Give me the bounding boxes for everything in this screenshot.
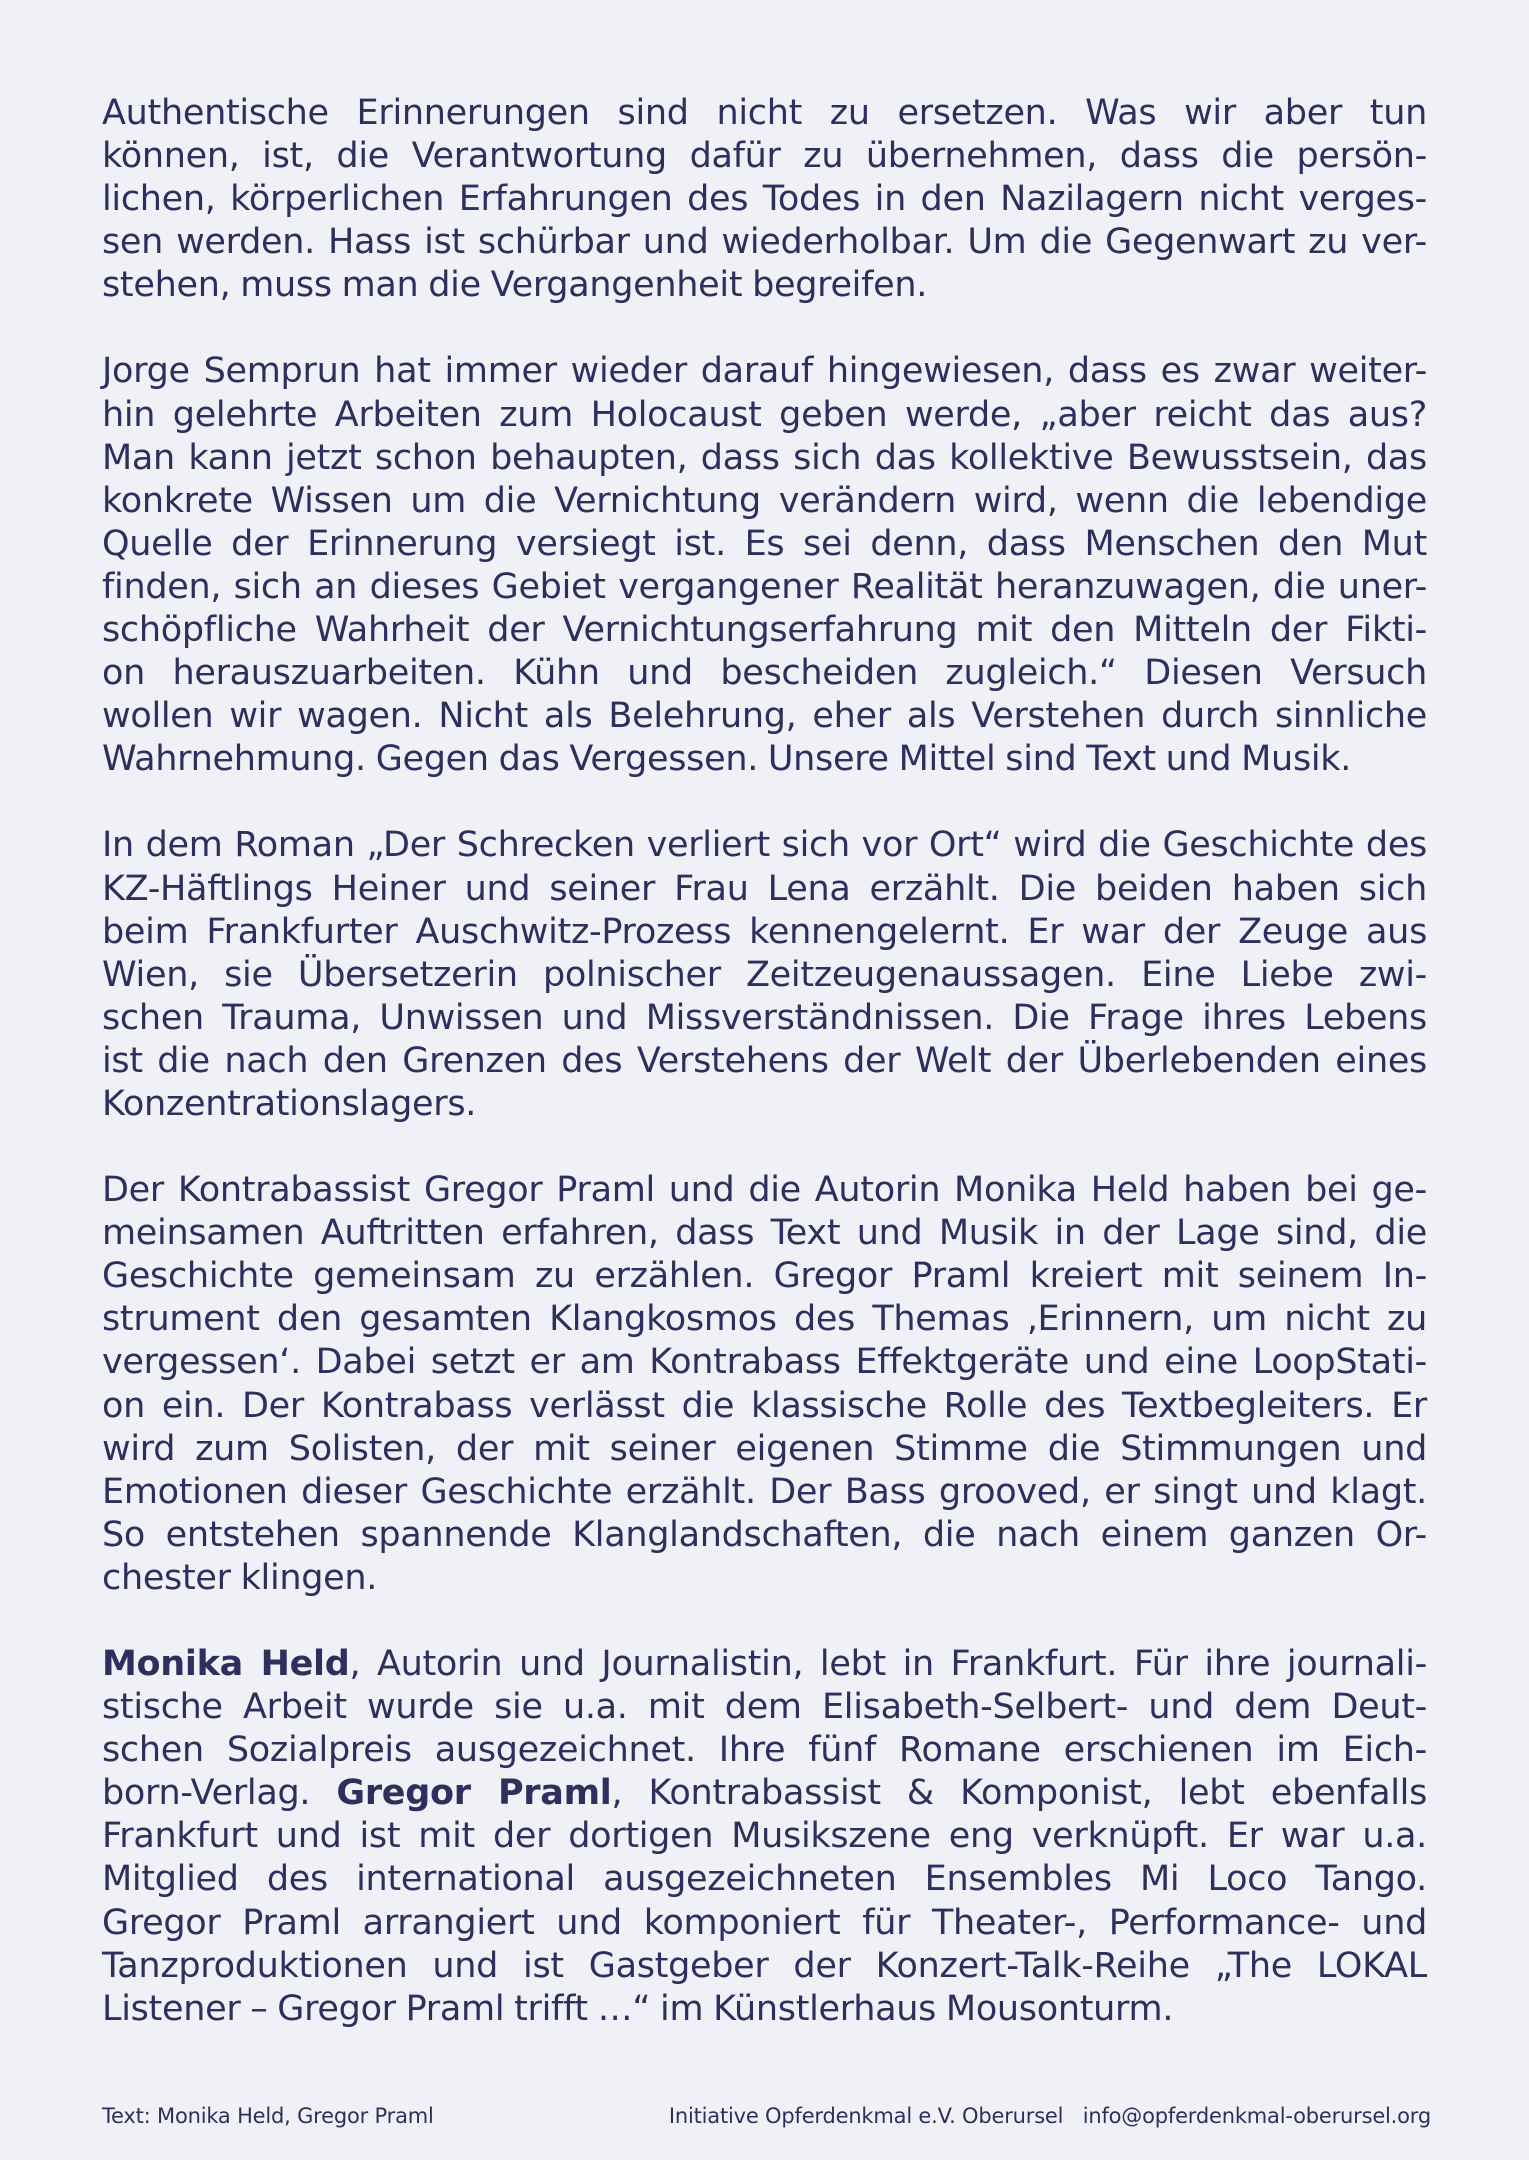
text-line: Quelle der Erinnerung versiegt ist. Es sei denn, dass Menschen den Mut xyxy=(102,523,1427,564)
text-line: Geschichte gemeinsam zu erzählen. Gregor Praml kreiert mit seinem In- xyxy=(102,1256,1427,1297)
text-line: lichen, körperlichen Erfahrungen des Todes in den Nazilagern nicht verges- xyxy=(102,179,1427,220)
text-line: Tanzproduktionen und ist Gastgeber der Konzert-Talk-Reihe „The LOKAL xyxy=(102,1945,1427,1986)
paragraph-4 xyxy=(102,1169,1427,1600)
musician-name: Gregor Praml xyxy=(336,1773,612,1814)
footer-credits: Text: Monika Held, Gregor Praml xyxy=(102,2104,434,2128)
text-line: hin gelehrte Arbeiten zum Holocaust geben werde, „aber reicht das aus? xyxy=(102,394,1427,435)
text-line: schöpfliche Wahrheit der Vernichtungserfahrung mit den Mitteln der Fikti- xyxy=(102,610,1427,651)
text-line: können, ist, die Verantwortung dafür zu übernehmen, dass die persön- xyxy=(102,136,1427,177)
text-line: Gregor Praml arrangiert und komponiert für Theater-, Performance- und xyxy=(102,1902,1427,1943)
text-line: ist die nach den Grenzen des Verstehens der Welt der Überlebenden eines xyxy=(102,1040,1427,1081)
text-line: finden, sich an dieses Gebiet vergangener Realität heranzuwagen, die uner- xyxy=(102,566,1427,607)
author-name: Monika Held xyxy=(102,1644,350,1684)
text-line: on herauszuarbeiten. Kühn und bescheiden zugleich.“ Diesen Versuch xyxy=(102,653,1427,694)
paragraph-2 xyxy=(102,350,1427,781)
text-line: Emotionen dieser Geschichte erzählt. Der Bass grooved, er singt und klagt. xyxy=(102,1471,1427,1512)
bio-text: born-Verlag. xyxy=(102,1773,337,1814)
text-line: stische Arbeit wurde sie u.a. mit dem Elisabeth-Selbert- und dem Deut- xyxy=(102,1687,1427,1728)
text-line: Wien, sie Übersetzerin polnischer Zeitzeugenaussagen. Eine Liebe zwi- xyxy=(102,954,1427,995)
paragraph-1 xyxy=(102,92,1427,307)
text-line: beim Frankfurter Auschwitz-Prozess kennengelernt. Er war der Zeuge aus xyxy=(102,911,1427,952)
text-line: vergessen‘. Dabei setzt er am Kontrabass Effektgeräte und eine LoopStati- xyxy=(102,1342,1427,1383)
footer-organization: Initiative Opferdenkmal e.V. Oberursel info@opferdenkmal-oberursel.org xyxy=(668,2104,1431,2128)
text-line: schen Trauma, Unwissen und Missverständnissen. Die Frage ihres Lebens xyxy=(102,997,1427,1038)
text-line: Man kann jetzt schon behaupten, dass sich das kollektive Bewusstsein, das xyxy=(102,437,1427,478)
text-line: on ein. Der Kontrabass verlässt die klassische Rolle des Textbegleiters. Er xyxy=(102,1385,1427,1426)
text-line: Wahrnehmung. Gegen das Vergessen. Unsere Mittel sind Text und Musik. xyxy=(102,739,1352,780)
text-line: So entstehen spannende Klanglandschaften, die nach einem ganzen Or- xyxy=(102,1514,1427,1555)
bio-paragraph xyxy=(102,1643,1427,2031)
text-line: konkrete Wissen um die Vernichtung verändern wird, wenn die lebendige xyxy=(102,480,1427,521)
text-line: In dem Roman „Der Schrecken verliert sich vor Ort“ wird die Geschichte des xyxy=(102,825,1427,866)
text-line: Mitglied des international ausgezeichneten Ensembles Mi Loco Tango. xyxy=(102,1859,1427,1900)
text-line: Konzentrationslagers. xyxy=(102,1083,477,1124)
text-line xyxy=(102,1643,1427,1686)
text-line: Listener – Gregor Praml trifft …“ im Künstlerhaus Mousonturm. xyxy=(102,1988,1174,2029)
text-line: wollen wir wagen. Nicht als Belehrung, eher als Verstehen durch sinnliche xyxy=(102,696,1427,737)
text-line: strument den gesamten Klangkosmos des Themas ‚Erinnern, um nicht zu xyxy=(102,1299,1427,1340)
text-line: Jorge Semprun hat immer wieder darauf hingewiesen, dass es zwar weiter- xyxy=(102,351,1427,392)
bio-text: , Autorin und Journalistin, lebt in Frankfurt. Für ihre journali- xyxy=(349,1644,1427,1684)
text-line: Frankfurt und ist mit der dortigen Musikszene eng verknüpft. Er war u.a. xyxy=(102,1816,1427,1857)
text-line xyxy=(102,1772,1427,1815)
text-line: schen Sozialpreis ausgezeichnet. Ihre fünf Romane erschienen im Eich- xyxy=(102,1730,1427,1771)
text-line: sen werden. Hass ist schürbar und wiederholbar. Um die Gegenwart zu ver- xyxy=(102,222,1427,263)
bio-text: , Kontrabassist & Komponist, lebt ebenfalls xyxy=(611,1773,1428,1814)
text-line: Authentische Erinnerungen sind nicht zu ersetzen. Was wir aber tun xyxy=(102,93,1427,133)
text-line: KZ-Häftlings Heiner und seiner Frau Lena erzählt. Die beiden haben sich xyxy=(102,868,1427,909)
text-line: stehen, muss man die Vergangenheit begreifen. xyxy=(102,265,928,306)
text-line: wird zum Solisten, der mit seiner eigenen Stimme die Stimmungen und xyxy=(102,1428,1427,1469)
text-line: chester klingen. xyxy=(102,1557,378,1598)
text-line: Der Kontrabassist Gregor Praml und die Autorin Monika Held haben bei ge- xyxy=(102,1170,1427,1211)
article-body xyxy=(102,92,1427,2074)
text-line: meinsamen Auftritten erfahren, dass Text und Musik in der Lage sind, die xyxy=(102,1213,1427,1254)
paragraph-3 xyxy=(102,824,1427,1126)
